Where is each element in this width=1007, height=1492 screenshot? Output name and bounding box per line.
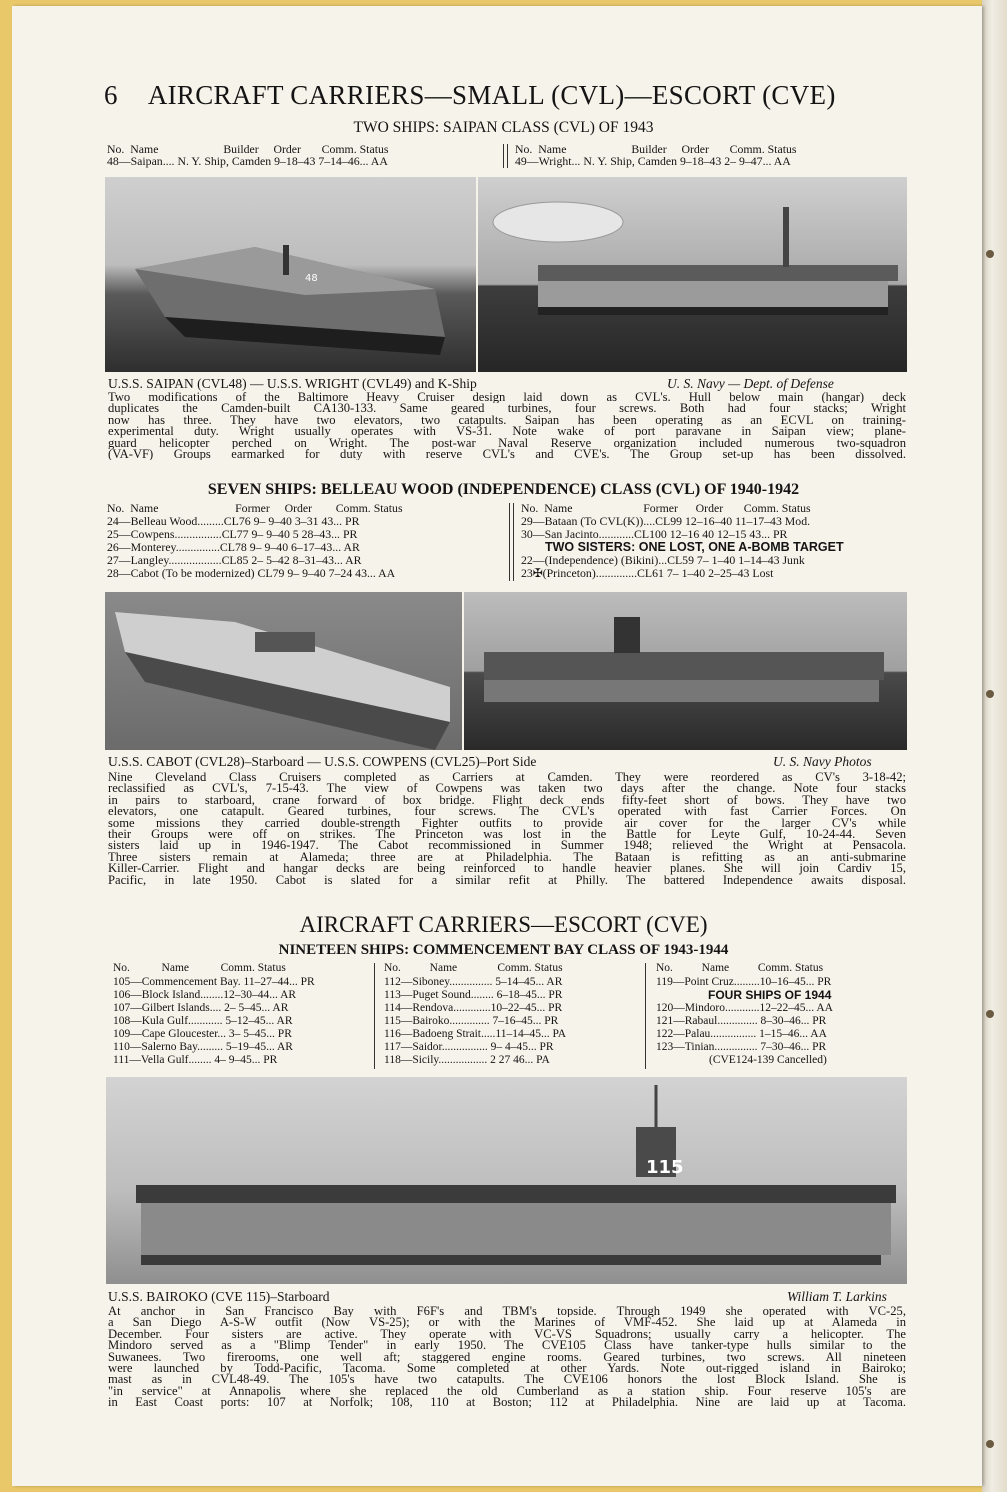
photo-cabot <box>105 592 462 750</box>
divider <box>503 144 504 168</box>
divider <box>507 144 508 168</box>
col3-head: No. Name Comm. Status <box>656 962 824 974</box>
col3-note: (CVE124-139 Cancelled) <box>709 1054 827 1066</box>
saipan-heading: TWO SHIPS: SAIPAN CLASS (CVL) OF 1943 <box>353 119 654 136</box>
cve-row: 107—Gilbert Islands.... 2– 5–45... AR <box>113 1002 289 1014</box>
binding-hole <box>986 1010 994 1018</box>
page-title: AIRCRAFT CARRIERS—SMALL (CVL)—ESCORT (CVE) <box>147 80 836 110</box>
saipan-text <box>108 392 906 460</box>
cve-row: 115—Bairoko.............. 7–16–45... PR <box>384 1015 559 1027</box>
text-line: At anchor in San Francisco Bay with F6F's and TBM's topside. Through 1949 she operated with VC-25, <box>108 1306 906 1318</box>
bairoko-caption: U.S.S. BAIROKO (CVE 115)–Starboard <box>108 1289 330 1304</box>
belleau-row: 29—Bataan (To CVL(K))....CL99 12–16–40 11–17–43 Mod. <box>521 514 811 528</box>
hull-number: 115 <box>646 1157 684 1178</box>
col2-head: No. Name Comm. Status <box>384 962 563 974</box>
cve-row: 118—Sicily................. 2 27 46... PA <box>384 1054 550 1066</box>
saipan-credit: U. S. Navy — Dept. of Defense <box>667 376 834 391</box>
text-line: in East Coast ports: 107 at Norfolk; 108, 110 at Boston; 112 at Philadelphia. Nine are laid up at Tacoma. <box>108 1397 906 1409</box>
text-line: their Groups were off on strikes. The Princeton was lost in the Battle for Leyte Gulf, 10-24-44. Seven <box>108 829 906 841</box>
saipan-left-row: 48—Saipan.... N. Y. Ship, Camden 9–18–43 7–14–46... AA <box>107 154 388 168</box>
escort-text <box>108 1306 906 1409</box>
saipan-right-row: 49—Wright... N. Y. Ship, Camden 9–18–43 2– 9–47... AA <box>515 154 791 168</box>
text-line: Pacific, in late 1950. Cabot is slated for a similar refit at Philly. The battered Independence awaits disposal. <box>108 874 906 887</box>
saipan-caption: U.S.S. SAIPAN (CVL48) — U.S.S. WRIGHT (CVL49) and K-Ship <box>108 376 477 391</box>
page-number: 6 <box>104 80 118 110</box>
cabot-credit: U. S. Navy Photos <box>773 754 872 769</box>
text-line: Nine Cleveland Class Cruisers completed as Carriers at Camden. They were reordered as CV's 3-18-42; <box>108 772 906 784</box>
divider <box>645 963 646 1069</box>
escort-title: AIRCRAFT CARRIERS—ESCORT (CVE) <box>299 912 708 937</box>
cve-row: 121—Rabaul.............. 8–30–46... PR <box>656 1015 827 1027</box>
photo-saipan <box>105 177 476 372</box>
binding-edge <box>982 0 1007 1492</box>
divider <box>513 503 514 581</box>
text-line: now has three. They have two elevators, two catapults. Saipan has been operating as an ECVL on training- <box>108 414 906 427</box>
binding-hole <box>986 1440 994 1448</box>
cve-row: 113—Puget Sound........ 6–18–45... PR <box>384 989 563 1001</box>
cve-row: 119—Point Cruz.........10–16–45... PR <box>656 976 832 988</box>
cve-row: 110—Salerno Bay......... 5–19–45... AR <box>113 1041 293 1053</box>
cve-row: 123—Tinian............... 7–30–46... PR <box>656 1041 827 1053</box>
belleau-row: 25—Cowpens................CL77 9– 9–40 5 28–43... PR <box>107 527 358 541</box>
text-line: in pairs to starboard, crane forward of box bridge. Flight deck ends fifty-feet short of bows. They have two <box>108 794 906 807</box>
text-line: (VA-VF) Groups earmarked for duty with reserve CVL's and CVE's. The Group set-up has been dissolved. <box>108 449 906 461</box>
cve-row: 105—Commencement Bay. 11–27–44... PR <box>113 976 315 988</box>
text-line: reclassified as CVL's, 7-15-43. The view of Cowpens was taken two days after the change. Note four stacks <box>108 783 906 795</box>
text-line: duplicates the Camden-built CA130-133. Same geared turbines, four screws. Both had four stacks; Wright <box>108 403 906 415</box>
cve-row: 108—Kula Gulf............ 5–12–45... AR <box>113 1015 293 1027</box>
text-line: Three sisters remain at Alameda; three are at Philadelphia. The Bataan is refitting as an anti-submarine <box>108 851 906 864</box>
belleau-row: 24—Belleau Wood.........CL76 9– 9–40 3–31 43... PR <box>107 514 360 528</box>
cabot-caption: U.S.S. CABOT (CVL28)–Starboard — U.S.S. COWPENS (CVL25)–Port Side <box>108 754 537 769</box>
saipan-left-head: No. Name Builder Order Comm. Status <box>107 142 389 156</box>
sisters-heading: TWO SISTERS: ONE LOST, ONE A-BOMB TARGET <box>545 540 844 554</box>
escort-heading: NINETEEN SHIPS: COMMENCEMENT BAY CLASS OF 1943-1944 <box>278 942 729 958</box>
cve-row: 106—Block Island........12–30–44... AR <box>113 989 297 1001</box>
sisters-row: 23✠(Princeton)..............CL61 7– 1–40 2–25–43 Lost <box>521 566 774 580</box>
text-line: Killer-Carrier. Flight and hangar decks are being reinforced to handle heavier planes. She will join Cardiv 15, <box>108 863 906 875</box>
hull-number: 48 <box>305 273 318 284</box>
belleau-row: 26—Monterey...............CL78 9– 9–40 6–17–43... AR <box>107 540 360 554</box>
text-line: December. Four sisters are active. They operate with VC-VS Squadrons; usually carry a helicopter. The <box>108 1328 906 1341</box>
divider <box>374 963 375 1069</box>
col3-subheading: FOUR SHIPS OF 1944 <box>708 988 832 1002</box>
belleau-row: 27—Langley..................CL85 2– 5–42 8–31–43... AR <box>107 553 362 567</box>
page-header <box>104 80 836 111</box>
photo-wright <box>478 177 907 372</box>
text-line: were launched by Todd-Pacific, Tacoma. Some completed at other Yards. Note out-rigged island in Bairoko; <box>108 1363 906 1375</box>
cve-row: 120—Mindoro............12–22–45... AA <box>656 1002 833 1014</box>
binding-hole <box>986 250 994 258</box>
cve-row: 114—Rendova.............10–22–45... PR <box>384 1002 563 1014</box>
sisters-row: 22—(Independence) (Bikini)...CL59 7– 1–40 1–14–43 Junk <box>521 553 805 567</box>
text-line: guard helicopter perched on Wright. The post-war Naval Reserve organization included numerous two-squadron <box>108 437 906 450</box>
cve-row: 117—Saidor................ 9– 4–45... PR <box>384 1041 554 1053</box>
belleau-row: 30—San Jacinto............CL100 12–16 40 12–15 43... PR <box>521 527 788 541</box>
cve-row: 109—Cape Gloucester... 3– 5–45... PR <box>113 1028 292 1040</box>
text-line: sisters laid up in 1946-1947. The Cabot recommissioned in Summer 1948; relieved the Wright at Pensacola. <box>108 840 906 852</box>
text-line: "in service" at Annapolis where she replaced the old Cumberland as a station ship. Four reserve 105's are <box>108 1385 906 1398</box>
belleau-row: 28—Cabot (To be modernized) CL79 9– 9–40 7–24 43... AA <box>107 566 396 580</box>
photo-cowpens <box>464 592 907 750</box>
text-line: mast as in CVL48-49. The 105's have two catapults. The CVE106 honors the lost Block Island. She is <box>108 1374 906 1386</box>
text-line: some missions they carried double-strength Fighter outfits to provide air cover for the larger CV's while <box>108 817 906 830</box>
col1-head: No. Name Comm. Status <box>113 962 286 974</box>
text-line: Two modifications of the Baltimore Heavy Cruiser design laid down as CVL's. Hull below main (hangar) deck <box>108 392 906 404</box>
binding-hole <box>986 690 994 698</box>
belleau-left-head: No. Name Former Order Comm. Status <box>107 501 403 515</box>
bairoko-credit: William T. Larkins <box>787 1289 887 1304</box>
text-line: a San Diego A-S-W outfit (Now VS-25); or with the Marines of VMF-452. She laid up at Alameda in <box>108 1317 906 1329</box>
divider <box>509 503 510 581</box>
belleau-text <box>108 772 906 886</box>
text-line: Mindoro served as a "Blimp Tender" in early 1950. The CVE105 Class have tanker-type hulls similar to the <box>108 1340 906 1352</box>
belleau-right-head: No. Name Former Order Comm. Status <box>521 501 811 515</box>
cve-row: 112—Siboney............... 5–14–45... AR <box>384 976 563 988</box>
saipan-right-head: No. Name Builder Order Comm. Status <box>515 142 797 156</box>
text-line: Suwanees. Two firerooms, one well aft; staggered engine rooms. Geared turbines, two screws. All nineteen <box>108 1351 906 1364</box>
belleau-heading: SEVEN SHIPS: BELLEAU WOOD (INDEPENDENCE) CLASS (CVL) OF 1940-1942 <box>207 481 800 498</box>
cve-row: 116—Badoeng Strait.....11–14–45... PA <box>384 1028 567 1040</box>
cve-row: 122—Palau................ 1–15–46... AA <box>656 1028 827 1040</box>
text-line: elevators, one catapult. Geared turbines, four screws. The CVL's operated with fast Carrier Forces. On <box>108 806 906 818</box>
photo-bairoko <box>106 1077 907 1284</box>
cve-row: 111—Vella Gulf........ 4– 9–45... PR <box>113 1054 278 1066</box>
text-line: experimental duty. Wright usually operates with VS-31. Note wake of port paravane in Saipan view; plane- <box>108 426 906 438</box>
